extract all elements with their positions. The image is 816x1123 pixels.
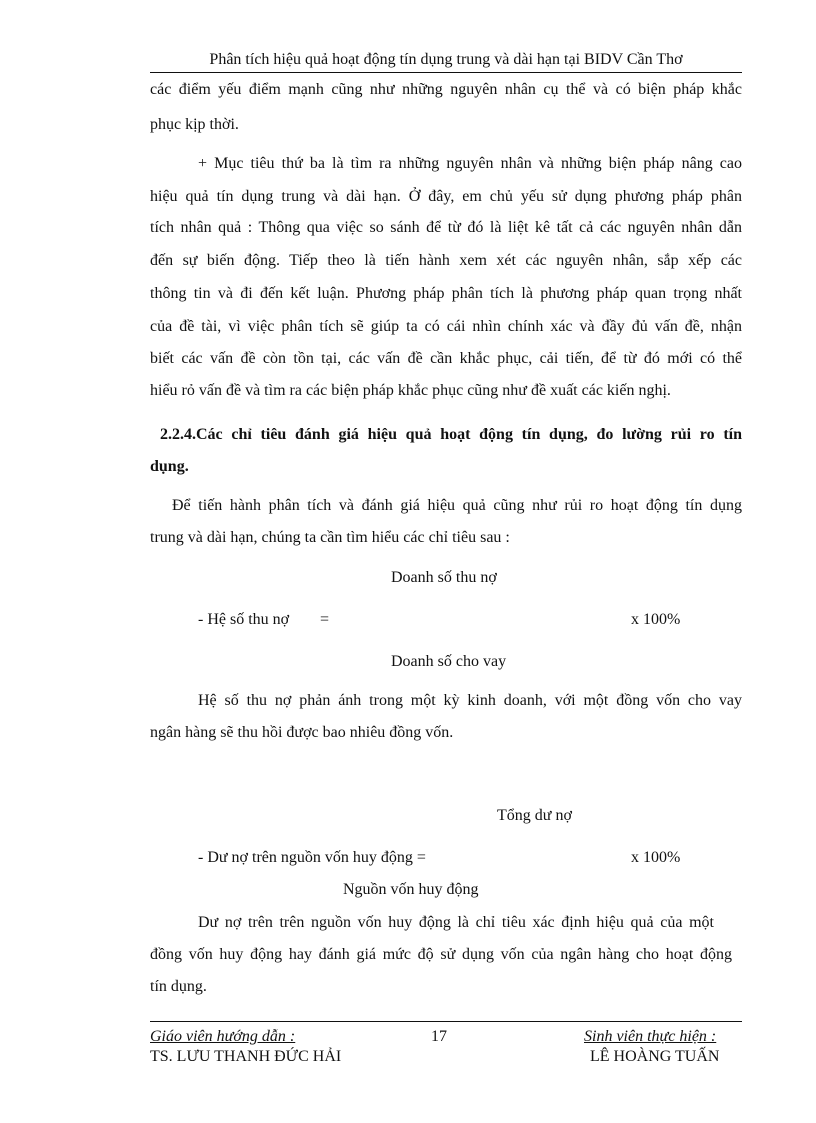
paragraph-line: + Mục tiêu thứ ba là tìm ra những nguyên nhân và những biện pháp nâng cao (198, 155, 742, 172)
formula-numerator: Tổng dư nợ (497, 807, 572, 824)
paragraph-line: hiểu rỏ vấn đề và tìm ra các biện pháp khắc phục cũng như đề xuất các kiến nghị. (150, 382, 671, 399)
advisor-label: Giáo viên hướng dẫn : (150, 1028, 296, 1045)
paragraph-line: hiệu quả tín dụng trung và dài hạn. Ở đây, em chủ yếu sử dụng phương pháp phân (150, 188, 742, 205)
formula-numerator: Doanh số thu nợ (391, 569, 497, 586)
student-label: Sinh viên thực hiện : (584, 1028, 717, 1045)
formula-label: - Dư nợ trên nguồn vốn huy động = (198, 849, 426, 866)
paragraph-line: thông tin và đi đến kết luận. Phương pháp phân tích là phương pháp quan trọng nhất (150, 285, 742, 302)
paragraph-line: biết các vấn đề còn tồn tại, các vấn đề cần khắc phục, cải tiến, để từ đó mới có thể (150, 350, 742, 367)
paragraph-line: đến sự biến động. Tiếp theo là tiến hành xem xét các nguyên nhân, sắp xếp các (150, 252, 742, 269)
formula-equals: = (320, 611, 330, 628)
advisor-name: TS. LƯU THANH ĐỨC HẢI (150, 1048, 342, 1065)
formula-multiplier: x 100% (631, 849, 681, 866)
formula-denominator: Nguồn vốn huy động (343, 881, 479, 898)
section-heading: dụng. (150, 458, 189, 475)
paragraph-line: ngân hàng sẽ thu hồi được bao nhiêu đồng vốn. (150, 724, 454, 741)
paragraph-line: trung và dài hạn, chúng ta cần tìm hiểu các chỉ tiêu sau : (150, 529, 510, 546)
footer-divider (150, 1021, 742, 1022)
paragraph-line: các điểm yếu điểm mạnh cũng như những nguyên nhân cụ thể và có biện pháp khắc (150, 81, 742, 98)
paragraph-line: tín dụng. (150, 978, 207, 995)
paragraph-line: Hệ số thu nợ phản ánh trong một kỳ kinh doanh, với một đồng vốn cho vay (198, 692, 742, 709)
page-header-title: Phân tích hiệu quả hoạt động tín dụng trung và dài hạn tại BIDV Cần Thơ (209, 51, 683, 68)
paragraph-line: Để tiến hành phân tích và đánh giá hiệu quả cũng như rủi ro hoạt động tín dụng (172, 497, 742, 514)
section-heading: 2.2.4.Các chỉ tiêu đánh giá hiệu quả hoạt động tín dụng, đo lường rủi ro tín (160, 426, 742, 443)
page-number: 17 (431, 1028, 447, 1045)
header-divider (150, 72, 742, 73)
paragraph-line: của đề tài, vì việc phân tích sẽ giúp ta có cái nhìn chính xác và đầy đủ vấn đề, nhận (150, 318, 742, 335)
paragraph-line: đồng vốn huy động hay đánh giá mức độ sử dụng vốn của ngân hàng cho hoạt động (150, 946, 732, 963)
paragraph-line: phục kịp thời. (150, 116, 239, 133)
paragraph-line: tích nhân quả : Thông qua việc so sánh để từ đó là liệt kê tất cả các nguyên nhân dẫn (150, 219, 742, 236)
formula-label: - Hệ số thu nợ (198, 611, 290, 628)
formula-denominator: Doanh số cho vay (391, 653, 507, 670)
student-name: LÊ HOÀNG TUẤN (590, 1048, 720, 1065)
formula-multiplier: x 100% (631, 611, 681, 628)
paragraph-line: Dư nợ trên trên nguồn vốn huy động là chỉ tiêu xác định hiệu quả của một (198, 914, 714, 931)
